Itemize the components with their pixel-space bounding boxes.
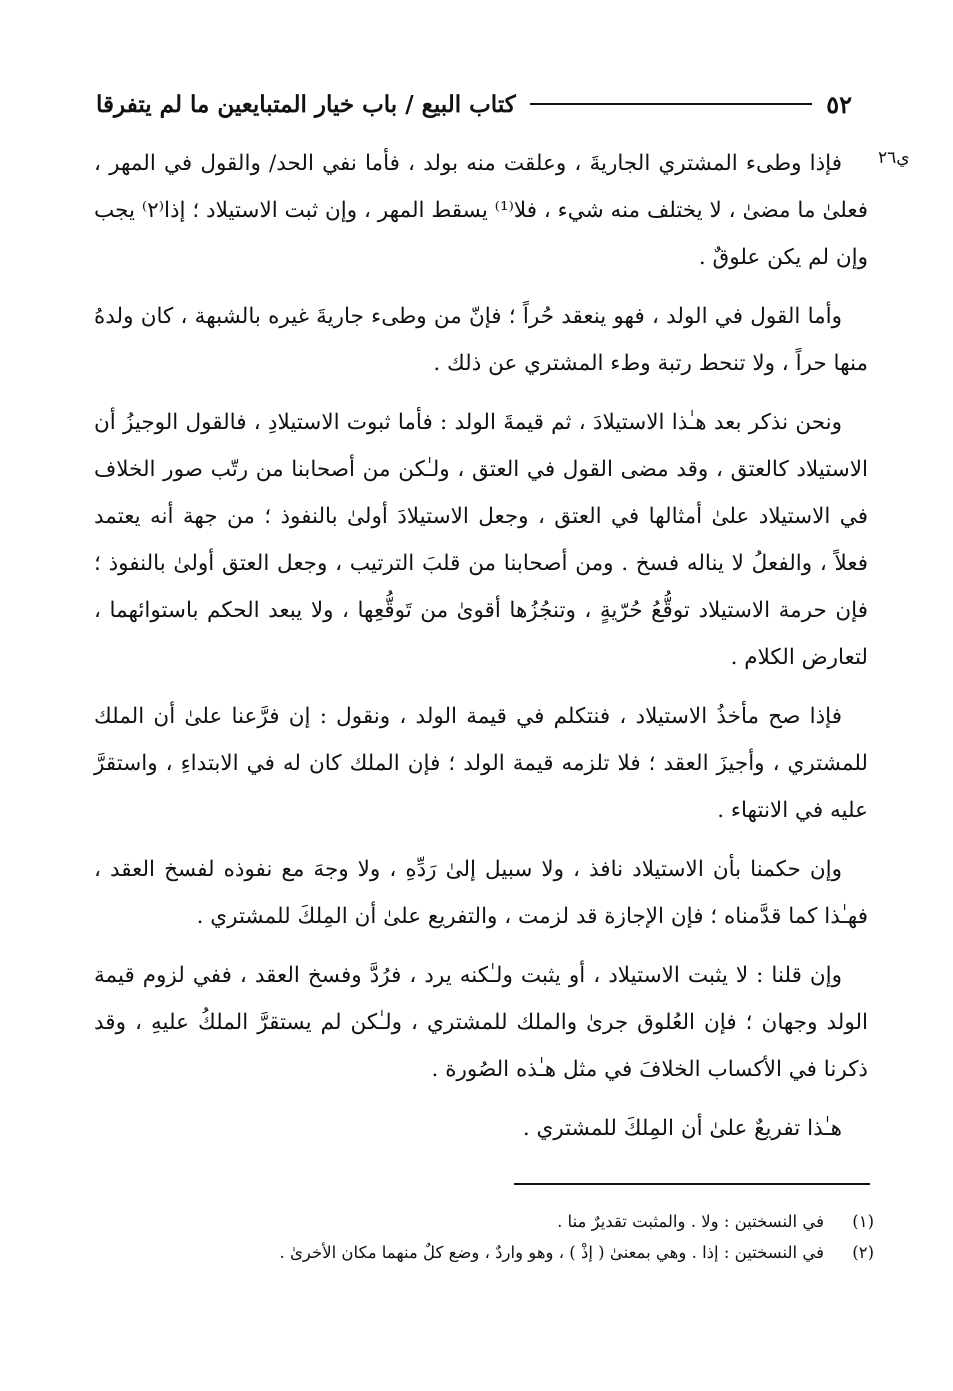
chapter-title: كتاب البيع / باب خيار المتبايعين ما لم يتفرقا xyxy=(96,90,516,118)
footnote-text: في النسختين : ولا . والمثبت تقديرٌ منا . xyxy=(557,1212,824,1231)
paragraph: ونحن نذكر بعد هـٰذا الاستيلادَ ، ثم قيمةَ الولد : فأما ثبوت الاستيلادِ ، فالقول الوجيزُ أن الاستيلاد كالعتق ، وقد مضى القول في العتق ، ولـٰكن من أصحابنا من رتّب صور الخلاف في الاستيلاد علىٰ أمثالها في العتق ، وجعل الاستيلادَ أولىٰ بالنفوذ ؛ من جهة أنه يعتمد فعلاً ، والفعلُ لا يناله فسخ . ومن أصحابنا من قلبَ الترتيب ، وجعل العتق أولىٰ بالنفوذ ؛ فإن حرمة الاستيلاد توقُّعُ حُرّيةٍ ، وتنجُزُها أقوىٰ من تَوقُّعِها ، ولا يبعد الحكم باستوائهما ، لتعارض الكلام . xyxy=(94,410,868,670)
paragraph: فإذا وطىء المشتري الجاريةَ ، وعلقت منه بولد ، فأما نفي الحد/ والقول في المهر ، فعلىٰ ما مضىٰ ، لا يختلف منه شيء ، فلا⁽¹⁾ يسقط المهر ، وإن ثبت الاستيلاد ؛ إذا⁽٢⁾ يجب وإن لم يكن علوقٌ . xyxy=(94,151,869,270)
paragraph: فإذا صح مأخذُ الاستيلاد ، فنتكلم في قيمة الولد ، ونقول : إن فرَّعنا علىٰ أن الملك للمشتري ، وأجيزَ العقد ؛ فلا تلزمه قيمة الولد ؛ فإن الملك كان له في الابتداءِ ، واستقرَّ عليه في الانتهاء . xyxy=(94,704,868,823)
page-number: ٥٢ xyxy=(826,89,852,119)
paragraph: وإن حكمنا بأن الاستيلاد نافذ ، ولا سبيل إلىٰ رَدِّهِ ، ولا وجهَ مع نفوذه لفسخ العقد ، فهـٰذا كما قدَّمناه ؛ فإن الإجازة قد لزمت ، والتفريع علىٰ أن المِلكَ للمشتري . xyxy=(94,857,868,929)
paragraph: وإن قلنا : لا يثبت الاستيلاد ، أو يثبت ولـٰكنه يرد ، فرُدَّ وفسخ العقد ، ففي لزوم قيمة الولد وجهان ؛ فإن العُلوق جرىٰ والملك للمشتري ، ولـٰكن لم يستقرَّ الملكُ عليهِ ، وقد ذكرنا في الأكساب الخلافَ في مثل هـٰذه الصُورة . xyxy=(94,963,868,1082)
header-rule xyxy=(530,103,813,105)
footnote-text: في النسختين : إذا . وهي بمعنىٰ ( إذْ ) ، وهو واردٌ ، وضع كلٌ منهما مكان الأخرىٰ . xyxy=(279,1243,824,1262)
footnote-number: (١) xyxy=(852,1212,874,1231)
paragraph: وأما القول في الولد ، فهو ينعقد حُراً ؛ فإنّ من وطىء جاريةَ غيره بالشبهة ، كان ولدهُ منها حراً ، ولا تنحط رتبة وطء المشتري عن ذلك . xyxy=(94,304,868,376)
footnote xyxy=(120,1206,874,1237)
footnote-number: (٢) xyxy=(852,1243,874,1262)
closing-paragraph: هـٰذا تفريعٌ علىٰ أن المِلكَ للمشتري . xyxy=(522,1116,842,1141)
footnote-separator xyxy=(514,1183,870,1185)
running-header xyxy=(96,84,852,124)
footnote xyxy=(120,1237,874,1268)
footnotes xyxy=(120,1206,874,1268)
body-text xyxy=(94,140,868,1164)
manuscript-folio-marker: ي٢٦ xyxy=(878,148,910,168)
